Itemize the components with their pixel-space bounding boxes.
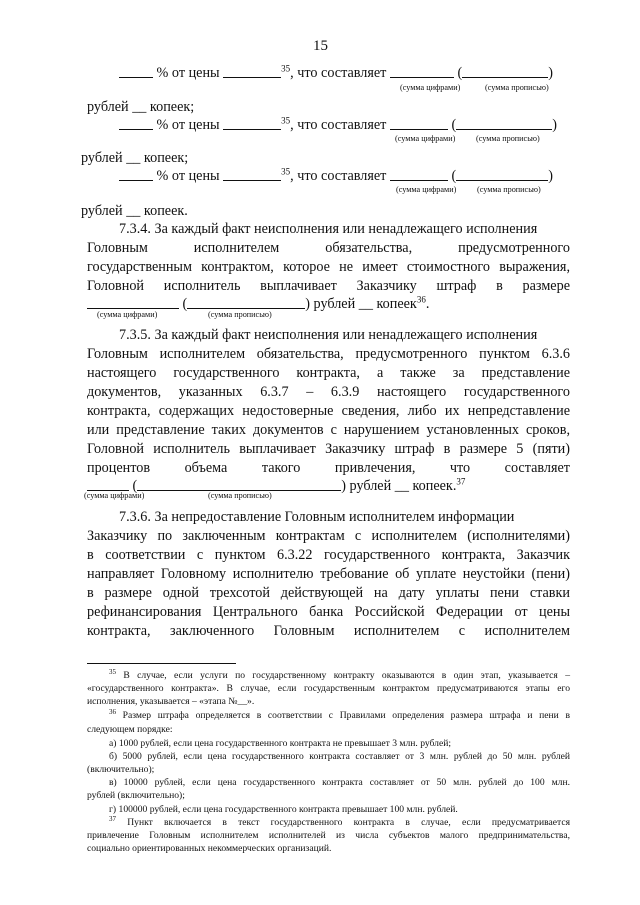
clause-7-3-5-line: 7.3.5. За каждый факт неисполнения или ненадлежащего исполнения <box>119 327 538 343</box>
footnote-35-line: «государственного контракта». В случае, если государственным контрактом предусматриваются этапы его <box>87 683 570 694</box>
footnote-35-line: $^{35}$ В случае, если услуги по государственному контракту оказываются в один этап, указывается – <box>109 667 570 681</box>
blank-sum-digits[interactable] <box>390 168 448 181</box>
clause-7-3-6-line: Заказчику по заключенным контрактам с исполнителем (исполнителями) <box>87 528 570 544</box>
blank-sum-words[interactable] <box>187 296 305 309</box>
caption-sum-digits: (сумма цифрами) <box>400 83 461 92</box>
clause-7-3-5-line: Головной исполнитель выплачивает Заказчику штраф в размере 5 (пяти) <box>87 441 570 457</box>
clause-7-3-6-line: рефинансирования Центрального банка Российской Федерации от цены <box>87 604 570 620</box>
clause-7-3-5-line: или представление таких документов с нарушением установленных сроков, <box>87 422 570 438</box>
footnote-37-line: $^{37}$ Пункт включается в текст государственного контракта в случае, если предусматривается <box>109 814 570 828</box>
footnote-36-line: следующем порядке: <box>87 724 173 735</box>
fill-line-3: % от цены $^{35}$, что составляет ( ) <box>119 167 553 186</box>
blank-sum-words[interactable] <box>137 478 341 491</box>
caption-sum-digits: (сумма цифрами) <box>84 491 145 500</box>
blank-sum-digits[interactable] <box>390 65 454 78</box>
footnote-36-item: б) 5000 рублей, если цена государственного контракта составляет от 3 млн. рублей до 50 млн. рублей <box>109 751 570 762</box>
blank-sum-digits[interactable] <box>87 296 179 309</box>
rubles-kopecks-1: рублей __ копеек; <box>87 99 195 115</box>
caption-sum-words: (сумма прописью) <box>485 83 549 92</box>
clause-7-3-6-line: направляет Головному исполнителю требование об уплате неустойки (пени) <box>87 566 570 582</box>
clause-7-3-6-line: в соответствии с пунктом 6.3.22 государственного контракта, Заказчик <box>87 547 570 563</box>
clause-7-3-4-line: Головным исполнителем обязательства, предусмотренного <box>87 240 570 256</box>
rubles-kopecks-2: рублей __ копеек; <box>81 150 189 166</box>
clause-7-3-5-line: процентов объема такого привлечения, что составляет <box>87 460 570 476</box>
clause-7-3-6-line: контракта, заключенного Головным исполнителем с исполнителем <box>87 623 570 639</box>
footnote-separator <box>87 663 236 664</box>
footnote-36-item: рублей (включительно); <box>87 790 185 801</box>
caption-sum-words: (сумма прописью) <box>208 491 272 500</box>
clause-7-3-5-line: документов, указанных 6.3.7 – 6.3.9 настоящего государственного <box>87 384 570 400</box>
blank-sum-digits[interactable] <box>390 117 448 130</box>
clause-7-3-4-line: 7.3.4. За каждый факт неисполнения или ненадлежащего исполнения <box>119 221 538 237</box>
blank-percent[interactable] <box>119 117 153 130</box>
clause-7-3-5-line: контракта, содержащих недостоверные сведения, либо их непредставление <box>87 403 570 419</box>
clause-7-3-4-line: государственным контрактом, которое не имеет стоимостного выражения, <box>87 259 570 275</box>
page-number: 15 <box>313 38 328 54</box>
blank-price[interactable] <box>223 117 281 130</box>
clause-7-3-6-line: 7.3.6. За непредоставление Головным исполнителем информации <box>119 509 515 525</box>
footnote-36-item: в) 10000 рублей, если цена государственного контракта составляет от 50 млн. рублей до 100 млн. <box>109 777 570 788</box>
caption-sum-digits: (сумма цифрами) <box>395 134 456 143</box>
fill-line-2: % от цены $^{35}$, что составляет ( ) <box>119 116 557 135</box>
blank-price[interactable] <box>223 65 281 78</box>
blank-percent[interactable] <box>119 168 153 181</box>
footnote-36-item: а) 1000 рублей, если цена государственного контракта не превышает 3 млн. рублей; <box>109 738 452 749</box>
clause-7-3-4-line: Головной исполнитель выплачивает Заказчику штраф в размере <box>87 278 570 294</box>
blank-sum-digits[interactable] <box>87 478 129 491</box>
caption-sum-words: (сумма прописью) <box>208 310 272 319</box>
caption-sum-words: (сумма прописью) <box>477 185 541 194</box>
rubles-kopecks-3: рублей __ копеек. <box>81 203 188 219</box>
clause-7-3-5-line: Головным исполнителем обязательства, предусмотренного пунктом 6.3.6 <box>87 346 570 362</box>
blank-percent[interactable] <box>119 65 153 78</box>
footnote-37-line: привлечение Головным исполнителем исполнителей из числа субъектов малого предпринимательства, <box>87 830 570 841</box>
caption-sum-words: (сумма прописью) <box>476 134 540 143</box>
clause-7-3-5-line: настоящего государственного контракта, а также за представление <box>87 365 570 381</box>
footnote-36-item: г) 100000 рублей, если цена государственного контракта превышает 100 млн. рублей. <box>109 804 458 815</box>
clause-7-3-5-amount: ( ) рублей __ копеек.$^{37}$ <box>87 477 465 496</box>
caption-sum-digits: (сумма цифрами) <box>97 310 158 319</box>
clause-7-3-4-amount: ( ) рублей __ копеек$^{36}$. <box>87 295 429 314</box>
blank-sum-words[interactable] <box>462 65 548 78</box>
footnote-35-line: исполнения, указывается – «этапа №__». <box>87 696 255 707</box>
caption-sum-digits: (сумма цифрами) <box>396 185 457 194</box>
blank-sum-words[interactable] <box>456 168 548 181</box>
footnote-36-line: $^{36}$ Размер штрафа определяется в соответствии с Правилами определения размера штрафа и пени в <box>109 707 570 721</box>
blank-sum-words[interactable] <box>456 117 552 130</box>
blank-price[interactable] <box>223 168 281 181</box>
footnote-37-line: социально ориентированных некоммерческих организаций. <box>87 843 332 854</box>
footnote-36-item: (включительно); <box>87 764 155 775</box>
fill-line-1: % от цены $^{35}$, что составляет ( ) <box>119 64 553 83</box>
clause-7-3-6-line: в размере одной трехсотой действующей на дату уплаты пени ставки <box>87 585 570 601</box>
